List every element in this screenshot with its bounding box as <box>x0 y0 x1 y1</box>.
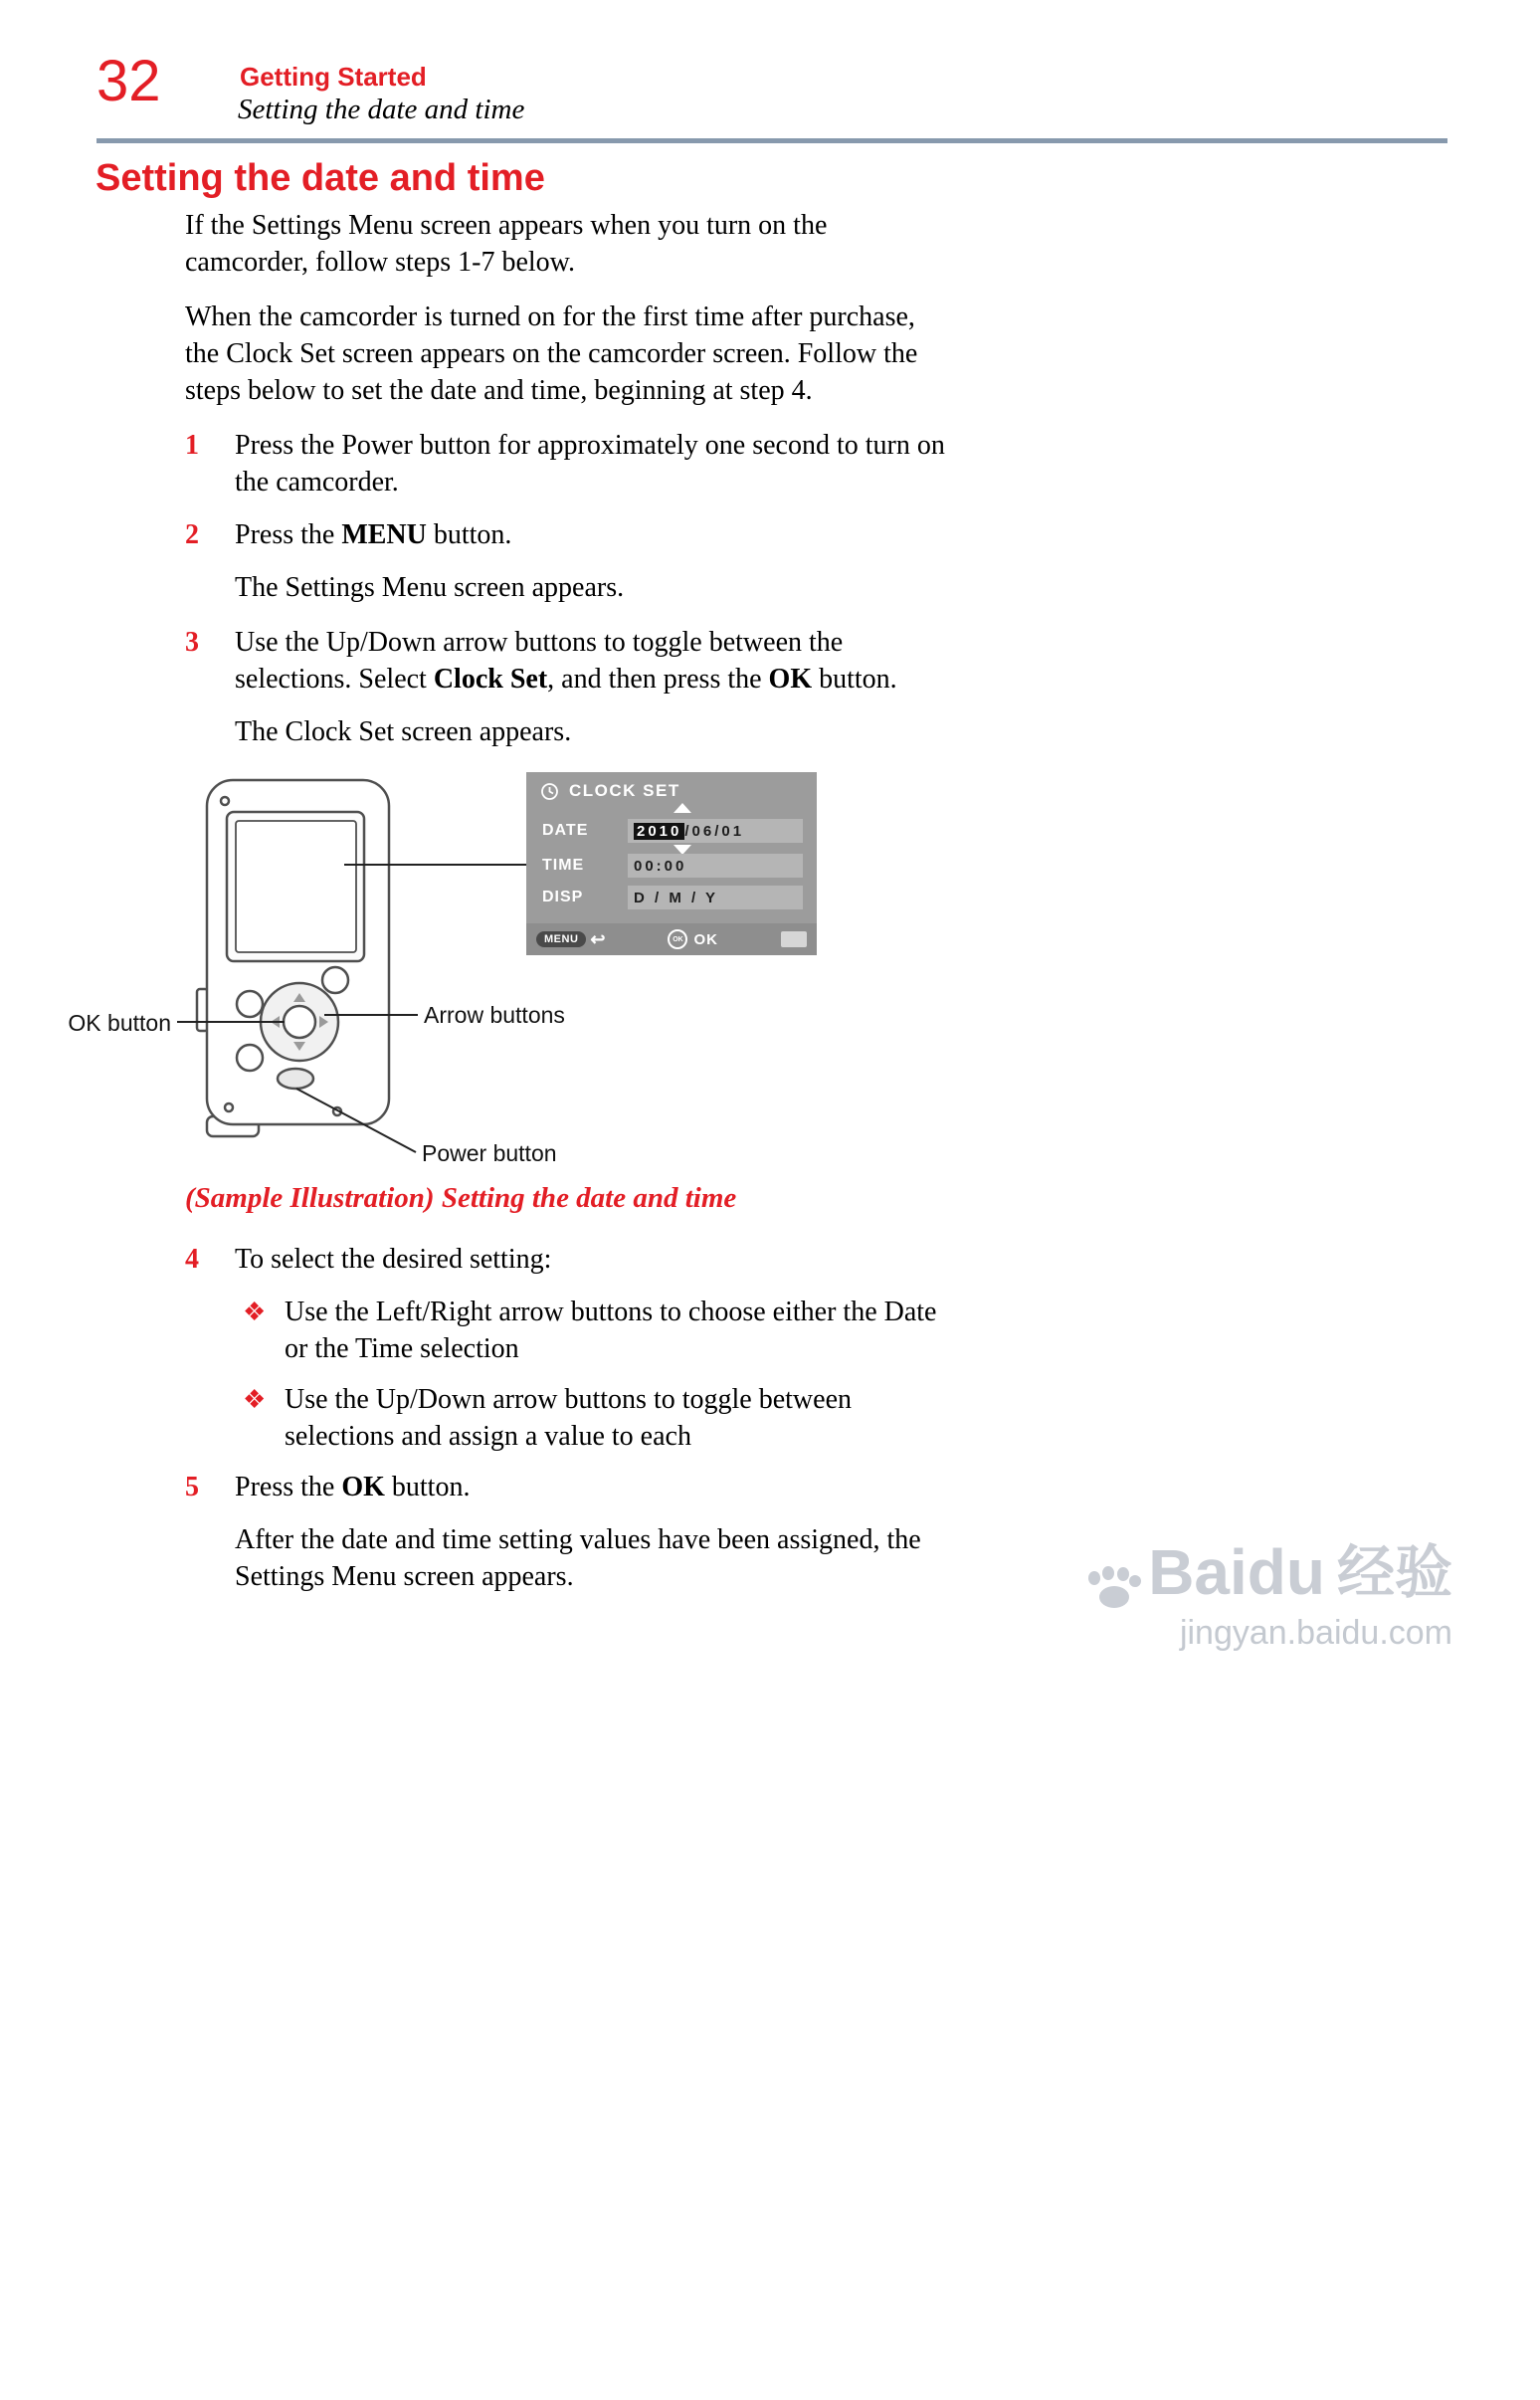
illustration-caption: (Sample Illustration) Setting the date and time <box>185 1182 737 1214</box>
baidu-watermark <box>1082 1536 1452 1653</box>
lcd-screen <box>236 821 356 952</box>
step-2-text-bold: MENU <box>341 519 427 550</box>
ok-button-label: OK button <box>68 1010 171 1036</box>
step-5-text-part: Press the <box>235 1472 342 1502</box>
paw-icon <box>1082 1566 1144 1610</box>
step-3-number: 3 <box>185 627 199 658</box>
page-title: Setting the date and time <box>96 157 545 199</box>
side-button <box>237 1045 263 1071</box>
clock-icon <box>540 782 559 801</box>
page-number: 32 <box>96 49 161 113</box>
battery-icon <box>781 931 807 947</box>
ok-button-icon: OK <box>668 929 687 949</box>
side-button <box>237 991 263 1017</box>
header-section: Getting Started <box>240 62 427 92</box>
header-rule <box>96 138 1447 143</box>
bullet-1-text: Use the Left/Right arrow buttons to choose either the Date or the Time selection <box>285 1297 937 1364</box>
step-5-text-bold: OK <box>341 1472 385 1502</box>
time-value: 00:00 <box>628 854 803 878</box>
date-label: DATE <box>542 822 589 839</box>
step-1-number: 1 <box>185 430 199 461</box>
power-button-label: Power button <box>422 1140 557 1166</box>
up-arrow-icon <box>674 803 691 813</box>
bullet-item-1 <box>243 1294 1450 1367</box>
step-2-result: The Settings Menu screen appears. <box>235 572 625 603</box>
diamond-bullet-icon: ❖ <box>243 1298 267 1326</box>
clock-set-screen <box>526 772 817 955</box>
return-arrow-icon: ↩ <box>590 929 606 949</box>
ok-hint-label: OK <box>693 930 718 948</box>
date-value-rest: /06/01 <box>684 822 745 840</box>
ok-hint <box>668 929 718 949</box>
watermark-brand-cn: 经验 <box>1336 1540 1452 1606</box>
step-2-text <box>235 516 1450 553</box>
step-3-text-part: , and then press the <box>547 664 769 695</box>
step-4-number: 4 <box>185 1244 199 1275</box>
step-5-text-part: button. <box>384 1472 471 1502</box>
bullet-item-2 <box>243 1381 1450 1455</box>
step-3-text <box>235 624 1450 698</box>
header-subsection: Setting the date and time <box>238 94 525 125</box>
clock-set-row-disp <box>542 885 803 910</box>
clock-set-row-time <box>542 853 803 879</box>
menu-hint <box>536 930 605 948</box>
step-3-text-part: selections. Select <box>235 664 434 695</box>
step-2-text-part: Press the <box>235 519 342 550</box>
power-button <box>278 1069 313 1089</box>
clock-set-title: CLOCK SET <box>569 781 680 800</box>
step-5-result: After the date and time setting values have been assigned, the Settings Menu screen appears. <box>235 1524 921 1592</box>
step-3 <box>185 624 1450 698</box>
step-5-number: 5 <box>185 1472 199 1502</box>
date-year-selected: 2010 <box>634 823 684 840</box>
diamond-bullet-icon: ❖ <box>243 1385 267 1414</box>
intro-paragraph-1: If the Settings Menu screen appears when you turn on the camcorder, follow steps 1-7 below. <box>185 210 828 278</box>
watermark-brand-row <box>1082 1536 1452 1608</box>
intro-paragraph-2: When the camcorder is turned on for the first time after purchase, the Clock Set screen appears on the camcorder screen. Follow the steps below to set the date and time, beginning at step 4. <box>185 301 918 406</box>
content-column <box>68 207 1450 1613</box>
watermark-url: jingyan.baidu.com <box>1179 1614 1452 1652</box>
clock-set-row-date <box>542 818 803 844</box>
step-5 <box>185 1469 1450 1505</box>
ok-center-button <box>284 1006 315 1038</box>
step-2 <box>185 516 1450 553</box>
disp-value: D / M / Y <box>628 886 803 909</box>
clock-set-title-row <box>540 781 680 801</box>
step-3-result: The Clock Set screen appears. <box>235 716 572 747</box>
watermark-brand: Baidu <box>1148 1536 1325 1608</box>
step-2-text-part: button. <box>426 519 512 550</box>
step-4-text: To select the desired setting: <box>235 1244 552 1275</box>
step-4 <box>185 1241 1450 1278</box>
step-5-text <box>235 1469 1450 1505</box>
step-1-text: Press the Power button for approximately one second to turn on the camcorder. <box>235 430 945 498</box>
step-3-line-1: Use the Up/Down arrow buttons to toggle between the <box>235 627 844 658</box>
step-3-text-bold: OK <box>768 664 813 695</box>
record-button <box>322 967 348 993</box>
step-2-number: 2 <box>185 519 199 550</box>
menu-button-icon: MENU <box>536 931 586 947</box>
sample-illustration <box>68 768 1450 1166</box>
step-3-text-part: button. <box>812 664 897 695</box>
bullet-2-text: Use the Up/Down arrow buttons to toggle between selections and assign a value to each <box>285 1384 852 1452</box>
arrow-buttons-label: Arrow buttons <box>424 1002 565 1028</box>
date-value <box>628 819 803 843</box>
clock-set-footer <box>526 923 817 955</box>
step-1 <box>185 427 1450 500</box>
time-label: TIME <box>542 857 585 874</box>
disp-label: DISP <box>542 889 584 905</box>
step-3-text-bold: Clock Set <box>433 664 548 695</box>
